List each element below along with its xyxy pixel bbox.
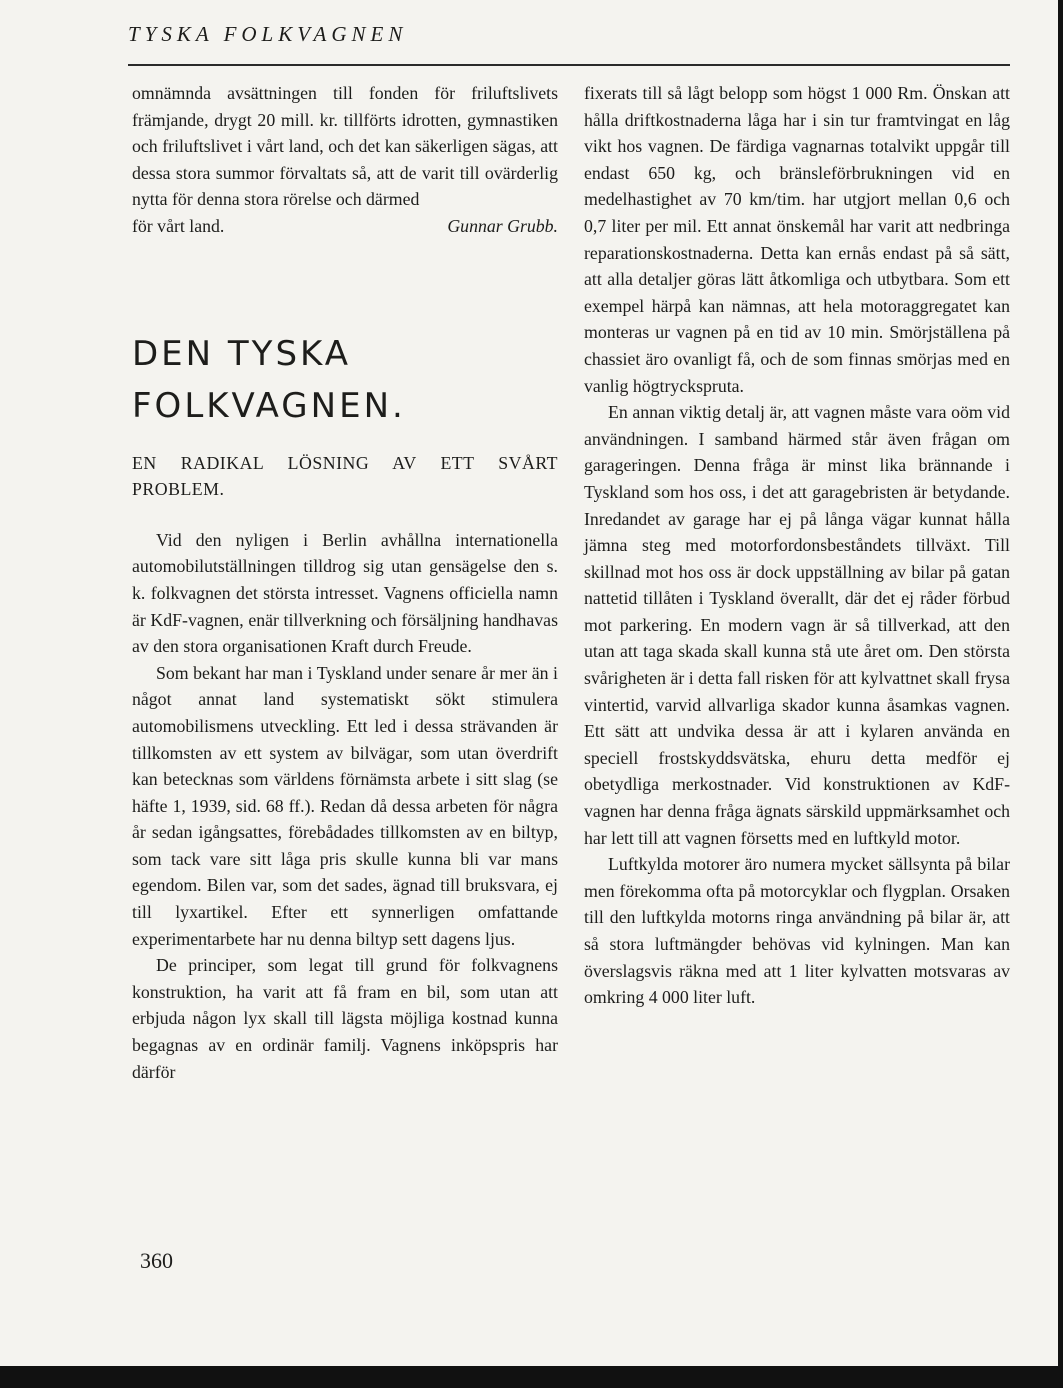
page-number: 360 (140, 1248, 173, 1273)
previous-article-last-line: för vårt land. (132, 215, 225, 236)
header-rule (128, 64, 1010, 66)
previous-article-text: omnämnda avsättningen till fonden för friluftslivets främjande, drygt 20 mill. kr. tillförts idrotten, gymnastiken och friluftslivet i vårt land, och det kan säkerligen sägas, att dessa stora summor förvaltats så, att de varit till ovärderlig nytta för denna stora rörelse och därmed (132, 83, 558, 210)
article-subtitle: EN RADIKAL LÖSNING AV ETT SVÅRT PROBLEM. (132, 452, 558, 500)
previous-article-signoff (132, 213, 558, 240)
body-paragraph: En annan viktig detalj är, att vagnen måste vara oöm vid användningen. I samband härmed står även frågan om garageringen. Denna fråga är minst lika brännande i Tyskland som hos oss, i det att garagebristen är betydande. Inredandet av garage har ej på långa vägar kunnat hålla jämna steg med motorfordonsbeståndets tillväxt. Till skillnad mot hos oss är dock uppställning av bilar på gatan nattetid tillåten i Tyskland överallt, där det ej råder förbud mot parkering. En modern vagn är så tillverkad, att den utan att taga skada skall kunna stå ute året om. Den största svårigheten är i detta fall risken för att kylvattnet skall frysa vintertid, varvid allvarliga skador kunna åsamkas vagnen. Ett sätt att undvika dessa är att i kylaren använda en speciell frostskyddsvätska, ehuru detta medför ej obetydliga merkostnader. Vid konstruktionen av KdF-vagnen har denna fråga ägnats särskild uppmärksamhet och har lett till att vagnen försetts med en luftkyld motor. (584, 402, 1010, 848)
body-paragraph: Luftkylda motorer äro numera mycket sällsynta på bilar men förekomma ofta på motorcyklar och flygplan. Orsaken till den luftkylda motorns ringa användning på bilar är, att så stora luftmängder behövas vid kylningen. Man kan överslagsvis räkna med att 1 liter kylvatten motsvaras av omkring 4 000 liter luft. (584, 854, 1010, 1008)
body-paragraph: Vid den nyligen i Berlin avhållna internationella automobilutställningen tilldrog sig utan gensägelse den s. k. folkvagnen det största intresset. Vagnens officiella namn är KdF-vagnen, enär tillverkning och försäljning handhavas av den stora organisationen Kraft durch Freude. (132, 529, 558, 657)
left-column (132, 80, 558, 1085)
body-paragraph: fixerats till så lågt belopp som högst 1 000 Rm. Önskan att hålla driftkostnaderna låga har i sin tur framtvingat en låg vikt hos vagnen. De färdiga vagnarnas totalvikt uppgår till endast 650 kg, och bränsleförbrukningen vid en medelhastighet av 70 km/tim. har utgjort mellan 0,6 och 0,7 liter per mil. Ett annat önskemål har varit att nedbringa reparationskostnaderna. Detta kan ernås endast på så sätt, att alla detaljer göras lätt åtkomliga och utbytbara. Som ett exempel härpå kan nämnas, att hela motoraggregatet kan monteras ur vagnen på en tid av 10 min. Smörjställena på chassiet äro ovanligt få, och de som finnas smörjas med en vanlig högtryckspruta. (584, 83, 1010, 396)
body-paragraph: De principer, som legat till grund för folkvagnens konstruktion, ha varit att få fram en bil, som utan att erbjuda någon lyx skall till lägsta möjliga kostnad kunna begagnas av en ordinär familj. Vagnens inköpspris har därför (132, 955, 558, 1082)
right-column (584, 80, 1010, 1011)
body-paragraph: Som bekant har man i Tyskland under senare år mer än i något annat land systematiskt sökt stimulera automobilismens utveckling. Ett led i dessa strävanden är tillkomsten av ett system av bilvägar, som utan överdrift kan betecknas som världens förnämsta arbete i sitt slag (se häfte 1, 1939, sid. 68 ff.). Redan då dessa arbeten för några år sedan igångsattes, förebådades tillkomsten av en biltyp, som tack vare sitt låga pris skulle kunna bli var mans egendom. Bilen var, som det sades, ägnad till bruksvara, ej till lyxartikel. Efter ett synnerligen omfattande experimentarbete har nu denna biltyp sett dagens ljus. (132, 662, 558, 949)
article-title: DEN TYSKA FOLKVAGNEN. (132, 333, 406, 426)
running-head: TYSKA FOLKVAGNEN (128, 22, 408, 46)
scan-edge-bottom (0, 1366, 1063, 1388)
author-signature: Gunnar Grubb. (447, 215, 558, 236)
scan-edge-right (1058, 0, 1063, 1388)
